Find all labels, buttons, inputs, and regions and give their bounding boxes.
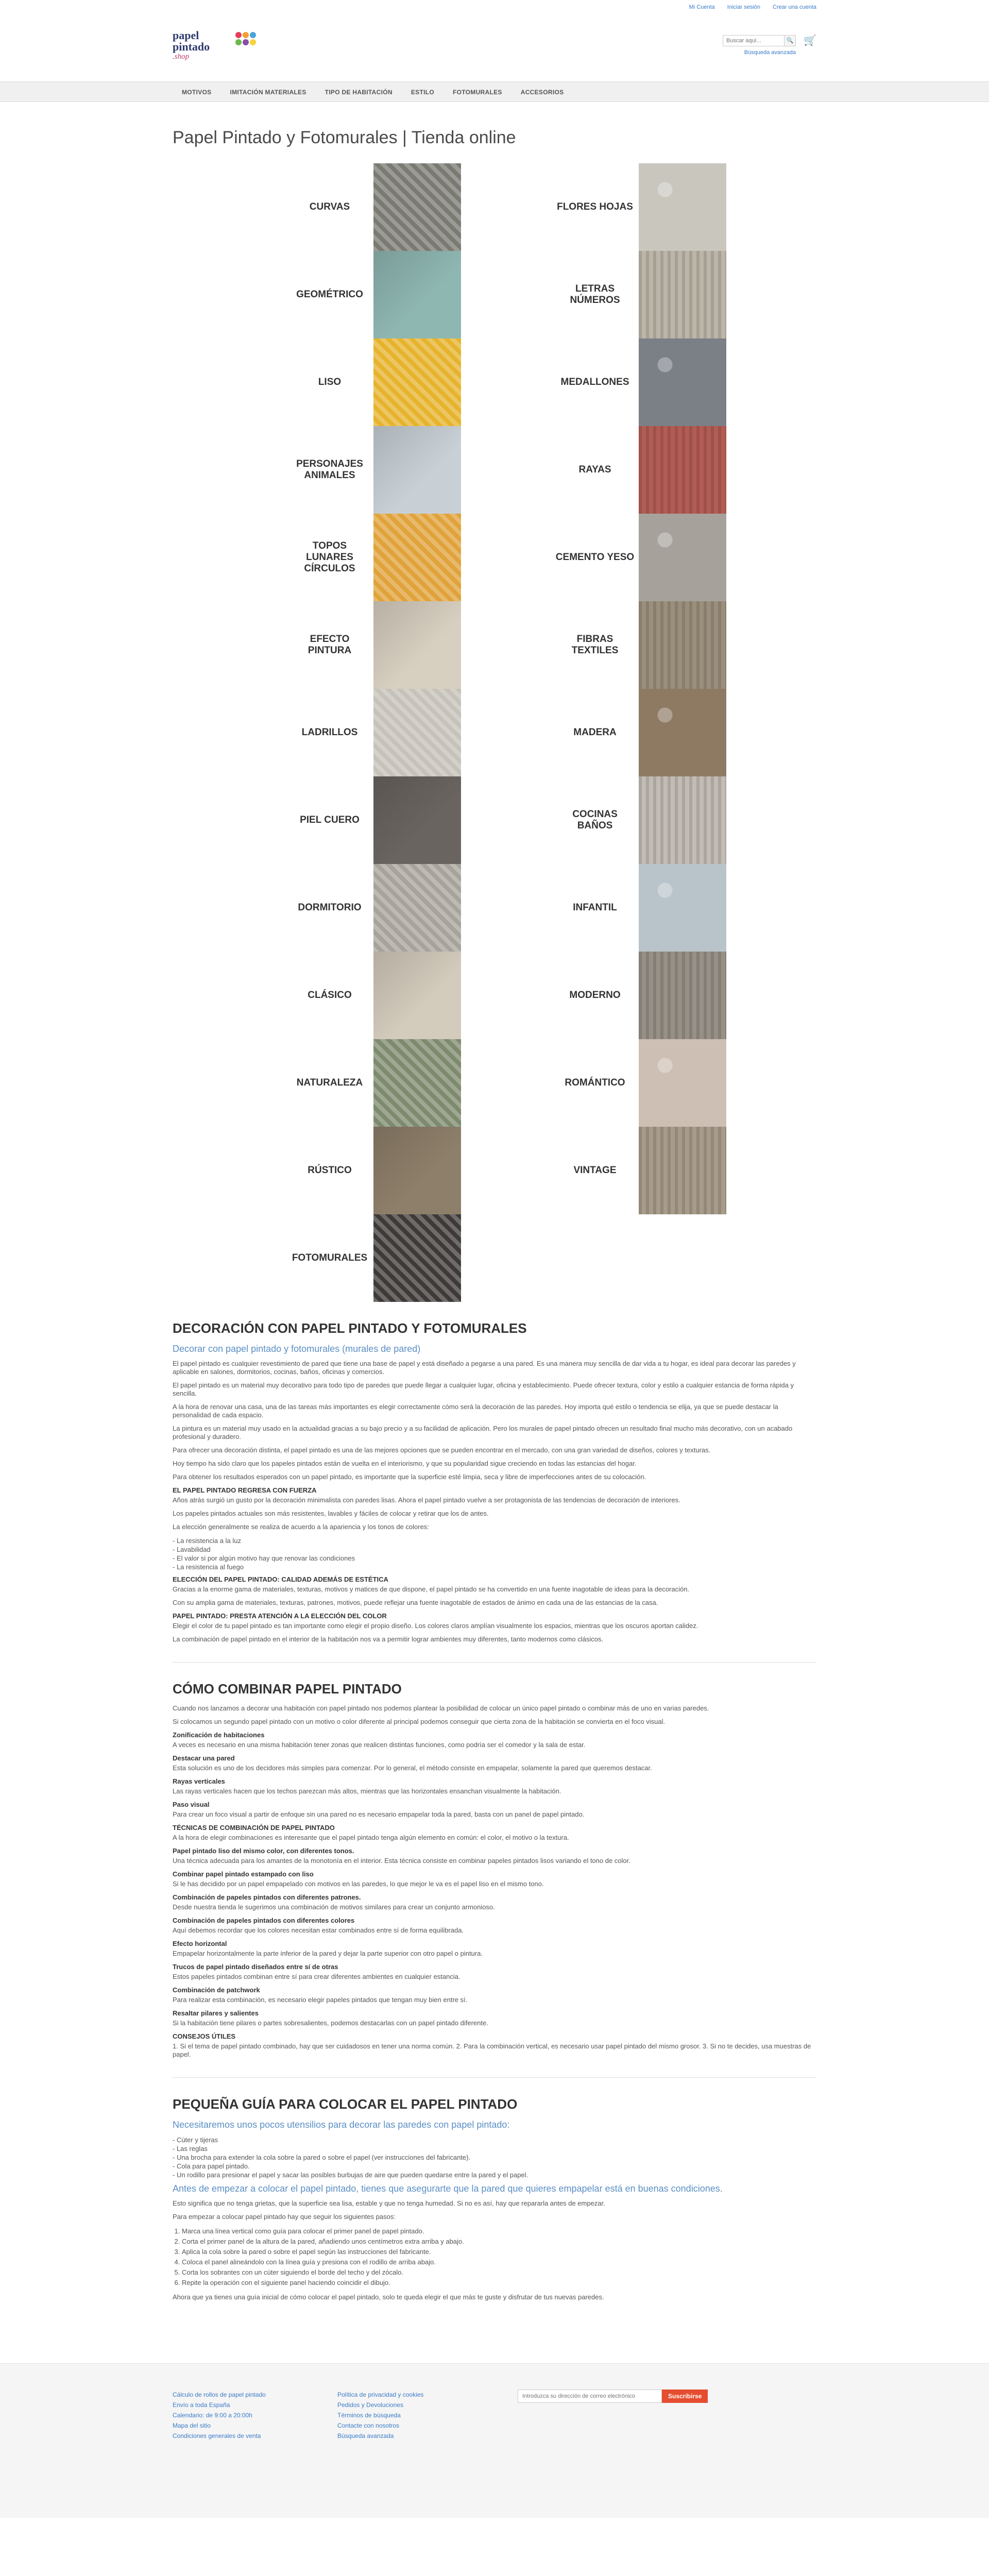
category-image[interactable] <box>373 952 461 1039</box>
category-image[interactable] <box>639 601 726 689</box>
paragraph: Cuando nos lanzamos a decorar una habitación con papel pintado nos podemos plantear la posibilidad de colocar un único papel pintado o combinar más de uno en varias paredes. <box>173 1704 709 1712</box>
logo-line2: pintado <box>173 40 210 53</box>
nav-item[interactable]: FOTOMURALES <box>452 89 502 96</box>
list-item: - La resistencia al fuego <box>173 1563 244 1571</box>
footer-link[interactable]: Política de privacidad y cookies <box>337 2391 424 2398</box>
footer-link[interactable]: Calendario: de 9:00 a 20:00h <box>173 2412 252 2419</box>
item-heading: Paso visual <box>173 1801 210 1808</box>
list-item: - La resistencia a la luz <box>173 1537 241 1545</box>
category-tile[interactable] <box>551 338 816 426</box>
category-label: RÚSTICO <box>308 1165 352 1176</box>
main-nav <box>0 81 989 102</box>
category-tile[interactable] <box>551 1039 816 1127</box>
category-label: LADRILLOS <box>301 727 358 738</box>
paragraph: Para obtener los resultados esperados con un papel pintado, es importante que la superficie esté limpia, seca y libre de imperfecciones antes de su colocación. <box>173 1473 646 1481</box>
subscribe-button[interactable]: Suscribirse <box>662 2389 708 2403</box>
section3-para1: Esto significa que no tenga grietas, que la superficie sea lisa, estable y que no tenga humedad. Si no es así, hay que repararla antes de empezar. <box>173 2199 605 2207</box>
category-tile[interactable] <box>286 338 551 426</box>
category-image[interactable] <box>373 426 461 514</box>
list-intro: La elección generalmente se realiza de acuerdo a la apariencia y los tonos de colores: <box>173 1523 429 1531</box>
category-image[interactable] <box>639 338 726 426</box>
item-heading: Resaltar pilares y salientes <box>173 2009 259 2017</box>
item-text: Para realizar esta combinación, es necesario elegir papeles pintados que tengan muy bien entre sí. <box>173 1996 468 2004</box>
category-label: NATURALEZA <box>296 1077 363 1089</box>
nav-item[interactable]: ESTILO <box>411 89 434 96</box>
logo-line1: papel <box>173 29 199 42</box>
paragraph: Para ofrecer una decoración distinta, el papel pintado es una de las mejores opciones que se pueden encontrar en el mercado, con una gran variedad de diseños, colores y texturas. <box>173 1446 711 1454</box>
step-item: 2. Corta el primer panel de la altura de la pared, añadiendo unos centímetros extra arriba y abajo. <box>182 2236 816 2247</box>
category-label: ROMÁNTICO <box>565 1077 625 1089</box>
category-image[interactable] <box>639 952 726 1039</box>
login-link[interactable]: Iniciar sesión <box>727 4 760 10</box>
category-grid <box>286 163 816 1302</box>
paragraph: El papel pintado es un material muy decorativo para todo tipo de paredes que puede llegar a cualquier lugar, oficina y establecimiento. Puede ofrecer textura, color y estilo a cualquier estancia de forma rápida y sencilla. <box>173 1381 794 1397</box>
category-label: PIEL CUERO <box>300 815 360 826</box>
category-label: FIBRAS TEXTILES <box>571 634 619 656</box>
step-item: 3. Aplica la cola sobre la pared o sobre el papel según las instrucciones del fabricante. <box>182 2247 816 2257</box>
top-bar <box>0 0 989 14</box>
item-heading: Zonificación de habitaciones <box>173 1731 265 1739</box>
section3-para2: Para empezar a colocar papel pintado hay que seguir los siguientes pasos: <box>173 2213 396 2221</box>
list-item: - Lavabilidad <box>173 1546 211 1553</box>
site-logo[interactable] <box>173 30 265 66</box>
section3-title: PEQUEÑA GUÍA PARA COLOCAR EL PAPEL PINTADO <box>173 2096 518 2112</box>
tool-item: - Un rodillo para presionar el papel y sacar las posibles burbujas de aire que pueden quedarse entre la pared y el papel. <box>173 2171 528 2179</box>
category-label: COCINAS BAÑOS <box>572 809 618 831</box>
category-label: CLÁSICO <box>308 990 352 1001</box>
category-tile[interactable] <box>286 1214 551 1302</box>
category-tile[interactable] <box>551 864 816 952</box>
paragraph: El papel pintado es cualquier revestimiento de pared que tiene una base de papel y está diseñado a pegarse a una pared. Es una manera muy sencilla de dar vida a tu hogar, es ideal para decorar las paredes y aplicable en salones, dormitorios, cocinas, baños, oficinas y comercios. <box>173 1360 796 1376</box>
category-tile[interactable] <box>551 163 816 251</box>
paragraph: Los papeles pintados actuales son más resistentes, lavables y fáciles de colocar y retirar que los de antes. <box>173 1510 489 1517</box>
cart-icon[interactable]: 🛒 <box>804 35 816 46</box>
category-tile[interactable] <box>286 776 551 864</box>
item-text: Empapelar horizontalmente la parte inferior de la pared y dejar la parte superior con otro papel o pintura. <box>173 1950 483 1957</box>
footer-link[interactable]: Condiciones generales de venta <box>173 2432 261 2439</box>
header <box>173 14 816 81</box>
item-text: Desde nuestra tienda le sugerimos una combinación de motivos similares para crear un conjunto armonioso. <box>173 1903 495 1911</box>
footer-link[interactable]: Pedidos y Devoluciones <box>337 2401 404 2409</box>
section1-title: DECORACIÓN CON PAPEL PINTADO Y FOTOMURALES <box>173 1320 527 1336</box>
paragraph: Gracias a la enorme gama de materiales, texturas, motivos y matices de que dispone, el papel pintado se ha convertido en una fuente inagotable de ideas para la decoración. <box>173 1585 690 1593</box>
item-text: Aquí debemos recordar que los colores necesitan estar combinados entre sí de forma equilibrada. <box>173 1926 464 1934</box>
item-text: Estos papeles pintados combinan entre sí para crear diferentes ambientes en cualquier estancia. <box>173 1973 461 1980</box>
category-tile[interactable] <box>551 689 816 776</box>
category-label: MEDALLONES <box>560 377 629 388</box>
category-image[interactable] <box>639 1127 726 1214</box>
category-tile[interactable] <box>551 776 816 864</box>
item-text: Si le has decidido por un papel empapelado con motivos en las paredes, lo que mejor le va es el papel liso en el mismo tono. <box>173 1880 544 1888</box>
step-item: 4. Coloca el panel alineándolo con la línea guía y presiona con el rodillo de arriba abajo. <box>182 2257 816 2267</box>
properties-list <box>173 1536 816 1571</box>
section3-subtitle: Necesitaremos unos pocos utensilios para decorar las paredes con papel pintado: <box>173 2120 510 2130</box>
logo-dots-icon <box>235 32 256 53</box>
paragraph: La pintura es un material muy usado en la actualidad gracias a su bajo precio y a su facilidad de aplicación. Pero los murales de papel pintado ofrecen un resultado final mucho más decorativo, con un acabado profesional y duradero. <box>173 1425 793 1440</box>
category-tile[interactable] <box>286 1127 551 1214</box>
category-tile[interactable] <box>286 689 551 776</box>
category-tile[interactable] <box>286 952 551 1039</box>
category-label: EFECTO PINTURA <box>308 634 352 656</box>
category-image[interactable] <box>639 251 726 338</box>
paragraph: Con su amplia gama de materiales, texturas, patrones, motivos, puede reflejar una fuente inagotable de estados de ánimo en cada una de las estancias de la casa. <box>173 1599 658 1606</box>
category-label: CURVAS <box>309 201 350 213</box>
paragraph: Elegir el color de tu papel pintado es tan importante como elegir el propio diseño. Los colores claros amplían visualmente los espacios, mientras que los oscuros aportan calidez. <box>173 1622 698 1630</box>
list-item: - El valor si por algún motivo hay que renovar las condiciones <box>173 1554 355 1562</box>
footer-link[interactable]: Términos de búsqueda <box>337 2412 401 2419</box>
category-label: RAYAS <box>578 464 611 476</box>
search-box <box>723 35 796 46</box>
category-image[interactable] <box>373 864 461 952</box>
category-image[interactable] <box>373 514 461 601</box>
category-image[interactable] <box>373 338 461 426</box>
nav-item[interactable]: ACCESORIOS <box>520 89 564 96</box>
category-image[interactable] <box>639 864 726 952</box>
advanced-search-link[interactable]: Búsqueda avanzada <box>744 49 796 56</box>
logo-line3: .shop <box>173 53 190 61</box>
category-image[interactable] <box>373 601 461 689</box>
category-label: PERSONAJES ANIMALES <box>296 459 363 481</box>
item-text: A veces es necesario en una misma habitación tener zonas que realicen distintas funciones, como podría ser el comedor y la sala de estar. <box>173 1741 586 1749</box>
item-heading: Combinación de papeles pintados con diferentes colores <box>173 1917 355 1924</box>
category-image[interactable] <box>639 689 726 776</box>
category-tile[interactable] <box>551 426 816 514</box>
category-image[interactable] <box>639 426 726 514</box>
category-image[interactable] <box>639 1039 726 1127</box>
category-image[interactable] <box>373 776 461 864</box>
footer-link[interactable]: Mapa del sitio <box>173 2422 211 2429</box>
category-tile[interactable] <box>551 251 816 338</box>
nav-item[interactable]: MOTIVOS <box>182 89 212 96</box>
category-label: FOTOMURALES <box>292 1252 368 1264</box>
item-heading: Combinación de papeles pintados con diferentes patrones. <box>173 1893 361 1901</box>
category-tile[interactable] <box>551 952 816 1039</box>
item-text: Esta solución es uno de los decidores más simples para comenzar. Por lo general, el método consiste en empapelar, solamente la pared que queremos destacar. <box>173 1764 652 1772</box>
create-account-link[interactable]: Crear una cuenta <box>773 4 816 10</box>
category-tile[interactable] <box>551 601 816 689</box>
divider <box>173 2077 816 2078</box>
tool-item: - Una brocha para extender la cola sobre la pared o sobre el papel (ver instrucciones del fabricante). <box>173 2154 471 2161</box>
paragraph: Años atrás surgió un gusto por la decoración minimalista con paredes lisas. Ahora el papel pintado vuelve a ser protagonista de las tendencias de decoración de interiores. <box>173 1496 680 1504</box>
footer-link[interactable]: Cálculo de rollos de papel pintado <box>173 2391 266 2398</box>
item-text: Las rayas verticales hacen que los techos parezcan más altos, mientras que las horizontales ensanchan visualmente la habitación. <box>173 1787 561 1795</box>
tools-list <box>173 2136 816 2179</box>
step-item: 6. Repite la operación con el siguiente panel haciendo coincidir el dibujo. <box>182 2278 816 2288</box>
footer-link[interactable]: Envío a toda España <box>173 2401 230 2409</box>
item-heading: Combinar papel pintado estampado con liso <box>173 1870 314 1878</box>
step-item: 5. Corta los sobrantes con un cúter siguiendo el borde del techo y del zócalo. <box>182 2267 816 2278</box>
paragraph: La combinación de papel pintado en el interior de la habitación nos va a permitir lograr ambientes muy diferentes, tanto modernos como clásicos. <box>173 1635 604 1643</box>
item-heading: Trucos de papel pintado diseñados entre sí de otras <box>173 1963 338 1971</box>
category-tile[interactable] <box>286 426 551 514</box>
newsletter-email-input[interactable] <box>518 2389 662 2403</box>
step-item: 1. Marca una línea vertical como guía para colocar el primer panel de papel pintado. <box>182 2226 816 2236</box>
paragraph: Hoy tiempo ha sido claro que los papeles pintados están de vuelta en el interiorismo, y que su popularidad sigue creciendo en todas las estancias del hogar. <box>173 1460 637 1467</box>
category-label: DORMITORIO <box>298 902 362 913</box>
category-label: TOPOS LUNARES CÍRCULOS <box>304 540 355 574</box>
category-image[interactable] <box>373 1039 461 1127</box>
section3-end: Ahora que ya tienes una guía inicial de cómo colocar el papel pintado, solo te queda elegir el que más te guste y disfrutar de tus nuevas paredes. <box>173 2293 604 2301</box>
category-image[interactable] <box>373 1127 461 1214</box>
category-label: MADERA <box>573 727 617 738</box>
my-account-link[interactable]: Mi Cuenta <box>689 4 715 10</box>
category-image[interactable] <box>639 163 726 251</box>
category-tile[interactable] <box>551 514 816 601</box>
category-label: VINTAGE <box>573 1165 617 1176</box>
item-heading: TÉCNICAS DE COMBINACIÓN DE PAPEL PINTADO <box>173 1824 335 1832</box>
section3-subtitle2: Antes de empezar a colocar el papel pintado, tienes que asegurarte que la pared que quieres empapelar está en buenas condiciones. <box>173 2183 723 2194</box>
category-tile[interactable] <box>551 1127 816 1214</box>
item-text: 1. Si el tema de papel pintado combinado, hay que ser cuidadosos en tener una norma común. 2. Para la combinación vertical, es necesario usar papel pintado del mismo grosor. 3. Si no te decides, usa muestras de papel. <box>173 2042 811 2058</box>
paragraph: Si colocamos un segundo papel pintado con un motivo o color diferente al principal podemos conseguir que cierta zona de la habitación se convierta en el foco visual. <box>173 1718 666 1725</box>
item-text: Una técnica adecuada para los amantes de la monotonía en el interior. Esta técnica consiste en combinar papeles pintados lisos variando el tono de color. <box>173 1857 630 1865</box>
category-label: LETRAS NÚMEROS <box>570 283 620 306</box>
tool-item: - Cúter y tijeras <box>173 2136 218 2144</box>
section2-title: CÓMO COMBINAR PAPEL PINTADO <box>173 1681 402 1697</box>
nav-item[interactable]: IMITACIÓN MATERIALES <box>230 89 306 96</box>
trends-heading: EL PAPEL PINTADO REGRESA CON FUERZA <box>173 1486 317 1494</box>
category-tile[interactable] <box>286 1039 551 1127</box>
footer <box>0 2363 989 2518</box>
section1-subtitle: Decorar con papel pintado y fotomurales (murales de pared) <box>173 1344 421 1354</box>
item-heading: Destacar una pared <box>173 1754 235 1762</box>
item-heading: Papel pintado liso del mismo color, con diferentes tonos. <box>173 1847 354 1855</box>
category-label: CEMENTO YESO <box>555 552 635 563</box>
category-image[interactable] <box>373 251 461 338</box>
footer-col-1 <box>173 2389 337 2441</box>
category-label: LISO <box>318 377 342 388</box>
item-heading: Combinación de patchwork <box>173 1986 260 1994</box>
item-text: Para crear un foco visual a partir de enfoque sin una pared no es necesario empapelar toda la pared, basta con un panel de papel pintado. <box>173 1810 585 1818</box>
category-image[interactable] <box>373 163 461 251</box>
color-heading: PAPEL PINTADO: PRESTA ATENCIÓN A LA ELECCIÓN DEL COLOR <box>173 1612 387 1620</box>
category-label: INFANTIL <box>573 902 617 913</box>
tool-item: - Las reglas <box>173 2145 208 2153</box>
item-text: Si la habitación tiene pilares o partes sobresalientes, podemos destacarlas con un papel pintado diferente. <box>173 2019 488 2027</box>
category-tile[interactable] <box>286 163 551 251</box>
category-image[interactable] <box>639 776 726 864</box>
category-label: FLORES HOJAS <box>557 201 633 213</box>
category-image[interactable] <box>639 514 726 601</box>
category-tile[interactable] <box>286 514 551 601</box>
paragraph: A la hora de renovar una casa, una de las tareas más importantes es elegir correctamente cómo será la decoración de las paredes. Hoy importa qué estilo o tendencia se elija, ya que se puede destacar la personalidad de cada espacio. <box>173 1403 778 1419</box>
category-label: MODERNO <box>569 990 621 1001</box>
footer-link[interactable]: Búsqueda avanzada <box>337 2432 394 2439</box>
category-label: GEOMÉTRICO <box>296 289 363 300</box>
footer-link[interactable]: Contacte con nosotros <box>337 2422 400 2429</box>
category-tile[interactable] <box>286 601 551 689</box>
choice-heading: ELECCIÓN DEL PAPEL PINTADO: CALIDAD ADEMÁS DE ESTÉTICA <box>173 1575 388 1583</box>
search-input[interactable] <box>723 35 785 46</box>
category-image[interactable] <box>373 689 461 776</box>
tool-item: - Cola para papel pintado. <box>173 2162 250 2170</box>
nav-item[interactable]: TIPO DE HABITACIÓN <box>325 89 393 96</box>
category-tile[interactable] <box>286 251 551 338</box>
page-title: Papel Pintado y Fotomurales | Tienda online <box>173 128 516 147</box>
item-heading: CONSEJOS ÚTILES <box>173 2032 236 2040</box>
footer-col-2 <box>337 2389 502 2441</box>
search-icon[interactable]: 🔍 <box>785 35 796 46</box>
newsletter <box>518 2389 708 2441</box>
category-tile[interactable] <box>286 864 551 952</box>
item-text: A la hora de elegir combinaciones es interesante que el papel pintado tenga algún elemento en común: el color, el motivo o la textura. <box>173 1834 569 1841</box>
category-image[interactable] <box>373 1214 461 1302</box>
item-heading: Efecto horizontal <box>173 1940 227 1947</box>
item-heading: Rayas verticales <box>173 1777 225 1785</box>
divider <box>173 1662 816 1663</box>
steps-list <box>182 2226 816 2288</box>
